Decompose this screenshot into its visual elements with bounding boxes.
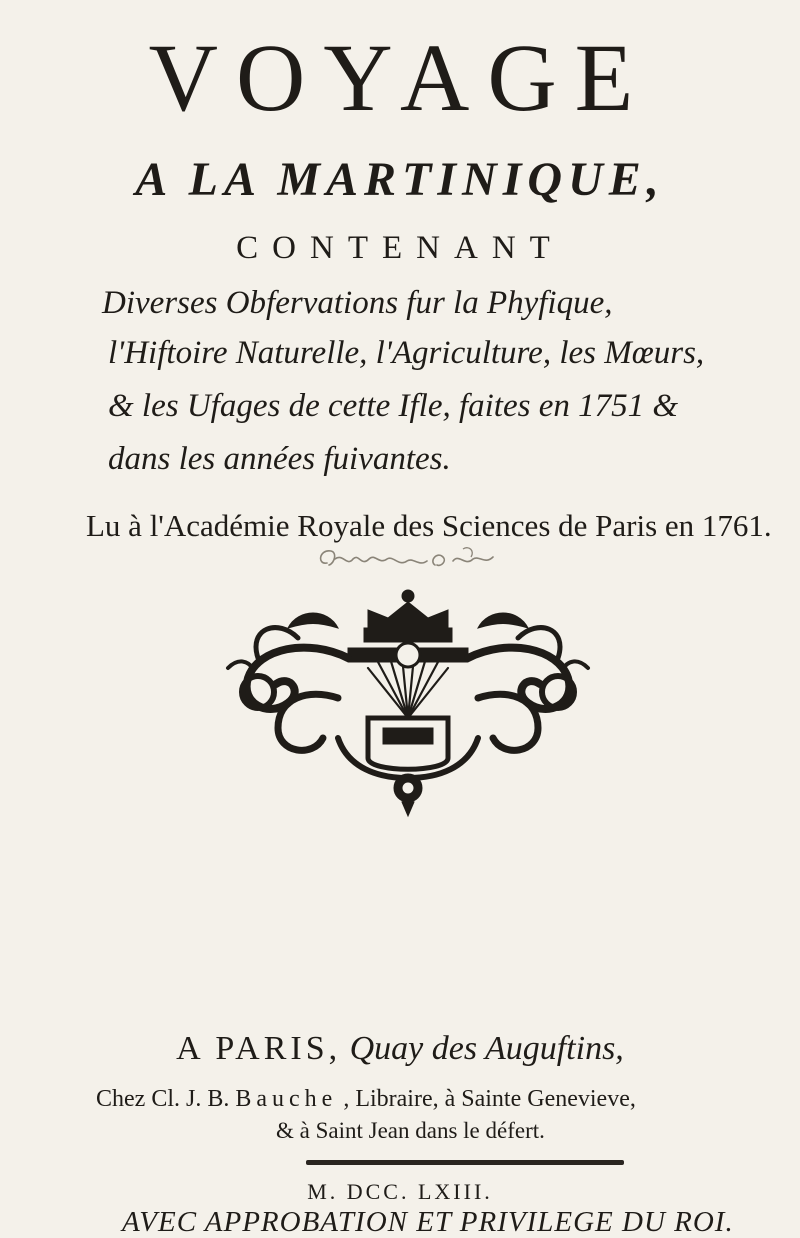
imprint-date: M. DCC. LXIII.: [307, 1179, 493, 1204]
title-main: VOYAGE: [148, 24, 652, 131]
description-line-3: & les Ufages de cette Ifle, faites en 1751 &: [108, 388, 679, 424]
academy-note: Lu à l'Académie Royale des Sciences de Paris en 1761.: [86, 508, 772, 543]
imprint-printer-line-2: & à Saint Jean dans le défert.: [276, 1118, 545, 1143]
printer-name: Bauche: [235, 1086, 338, 1112]
imprint-printer-line: [96, 1084, 636, 1114]
description-line-4: dans les années fuivantes.: [108, 441, 451, 477]
description-line-1: Diverses Obfervations fur la Phyfique,: [102, 285, 613, 321]
handwritten-signature-icon: [313, 543, 503, 577]
imprint-address: Quay des Auguftins,: [349, 1030, 624, 1067]
divider-rule: [306, 1160, 624, 1165]
printer-suffix: , Libraire, à Sainte Genevieve,: [343, 1086, 636, 1112]
imprint-city: A PARIS,: [176, 1030, 342, 1067]
description-line-2: l'Hiftoire Naturelle, l'Agriculture, les Mœurs,: [108, 335, 705, 371]
royal-approbation: AVEC APPROBATION ET PRIVILEGE DU ROI.: [122, 1206, 734, 1238]
title-subtitle: A LA MARTINIQUE,: [135, 153, 665, 206]
printer-prefix: Chez Cl. J. B.: [96, 1086, 230, 1112]
imprint-city-line: [0, 1028, 800, 1070]
contenant-heading: CONTENANT: [236, 230, 564, 266]
royal-arms-fleuron-icon: [218, 588, 598, 818]
